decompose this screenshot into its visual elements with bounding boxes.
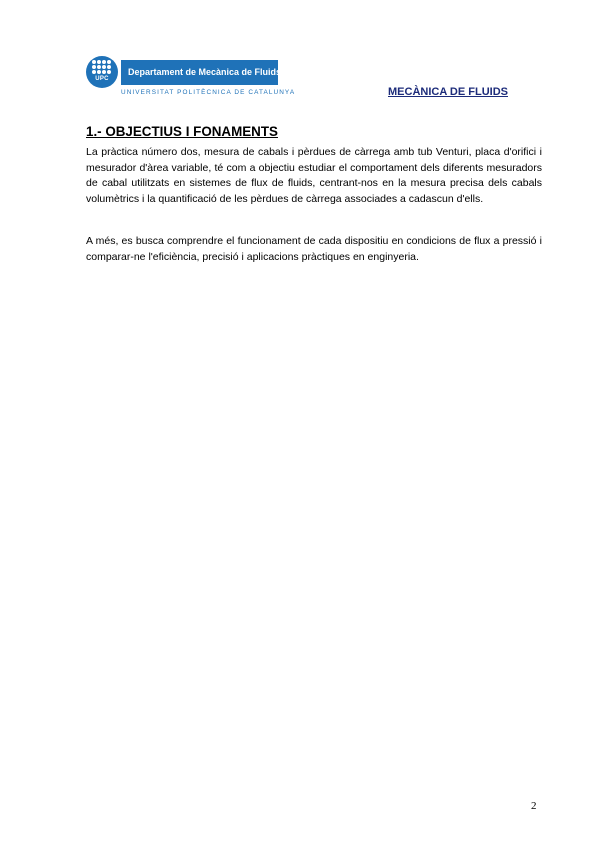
upc-logo-seal [86, 56, 118, 88]
logo-dots-icon [92, 60, 112, 76]
logo-seal-text: UPC [95, 76, 109, 82]
university-name: UNIVERSITAT POLITÈCNICA DE CATALUNYA [121, 89, 296, 96]
paragraph-1: La pràctica número dos, mesura de cabals i pèrdues de càrrega amb tub Venturi, placa d'orifici i mesurador d'àrea variable, té com a objectiu estudiar el comportament dels diferents mesuradors de cabal utilitzats en sistemes de flux de fluids, centrant-nos en la mesura precisa dels cabals volumètrics i la quantificació de les pèrdues de càrrega associades a cadascun d'ells. [86, 146, 542, 205]
section-heading: 1.- OBJECTIUS I FONAMENTS [86, 124, 278, 139]
paragraph-2: A més, es busca comprendre el funcionament de cada dispositiu en condicions de flux a pressió i comparar-ne l'eficiència, precisió i aplicacions pràctiques en enginyeria. [86, 235, 542, 263]
page-number: 2 [531, 800, 537, 812]
page-header [0, 0, 600, 110]
course-title: MECÀNICA DE FLUIDS [388, 86, 508, 98]
department-banner: Departament de Mecànica de Fluids [121, 60, 278, 85]
